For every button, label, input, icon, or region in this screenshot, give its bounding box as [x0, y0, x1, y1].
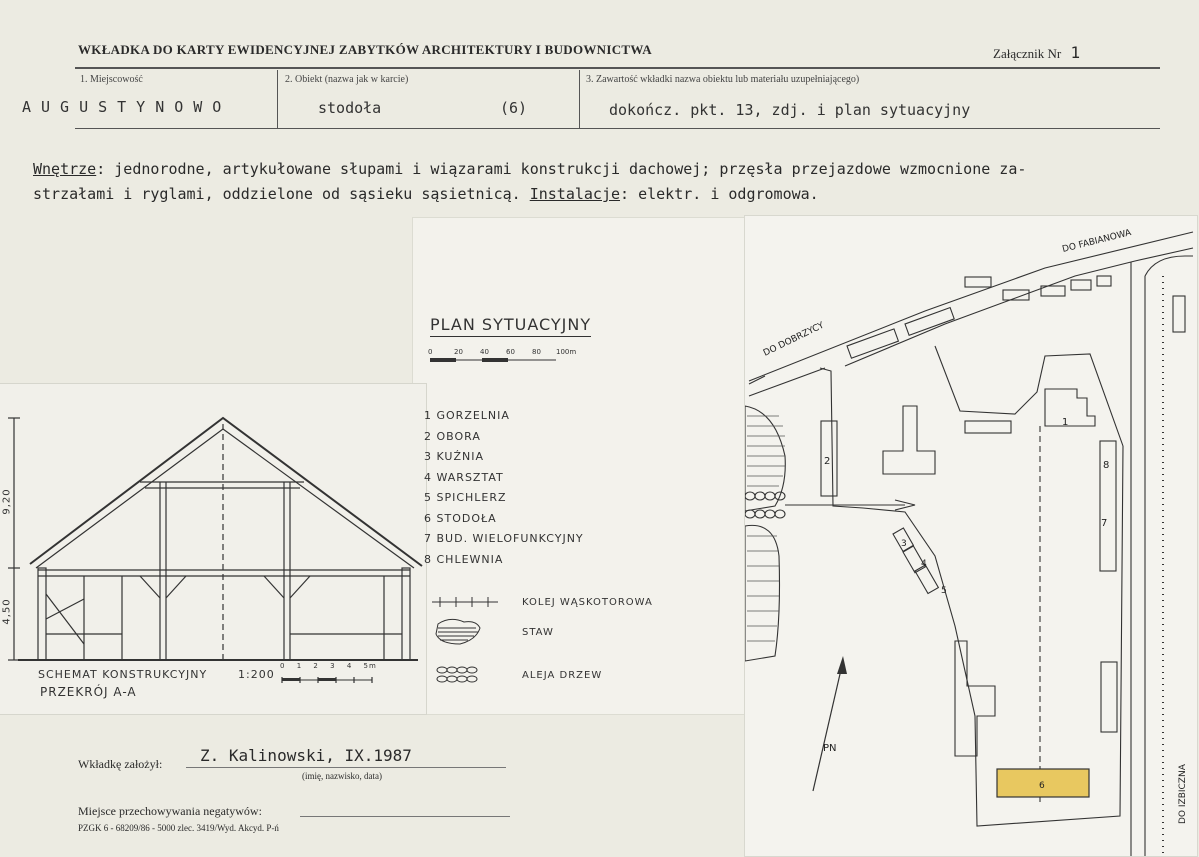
- road-dobrzycy-label: DO DOBRZYCY: [761, 320, 826, 359]
- interior-heading: Wnętrze: [33, 160, 97, 178]
- section-scale-label: 1:200: [238, 668, 275, 681]
- installations-heading: Instalacje: [529, 185, 621, 203]
- plan-title: PLAN SYTUACYJNY: [430, 315, 591, 337]
- section-tick: 5m: [363, 662, 377, 670]
- body-line-2: [33, 185, 819, 203]
- field-3-label: 3. Zawartość wkładki nazwa obiektu lub materiału uzupełniającego): [586, 74, 860, 85]
- section-caption: SCHEMAT KONSTRUKCYJNY: [38, 668, 208, 681]
- header-rule-top: [75, 67, 1160, 69]
- author-line: [186, 767, 506, 768]
- legend-item: 5 SPICHLERZ: [424, 491, 507, 504]
- section-scale-ticks: [280, 662, 377, 670]
- header-rule-bottom: [75, 128, 1160, 129]
- dimension-lower: 4,50: [1, 598, 13, 625]
- symbol-tree-alley: ALEJA DRZEW: [522, 670, 603, 681]
- plan-scale-tick: 0: [428, 348, 433, 356]
- attachment-number: 1: [1070, 43, 1081, 62]
- building-5-label: 5: [941, 586, 947, 596]
- plan-scale-tick: 20: [454, 348, 463, 356]
- road-fabianowa-label: DO FABIANOWA: [1061, 228, 1133, 255]
- building-2-label: 2: [824, 456, 831, 467]
- field-1-label: 1. Miejscowość: [80, 74, 143, 85]
- plan-scale-tick: 40: [480, 348, 489, 356]
- field-2-number: (6): [500, 99, 528, 117]
- storage-line: [300, 816, 510, 817]
- road-izbiczna-label: DO IZBICZNA: [1178, 764, 1188, 824]
- field-divider-1: [277, 70, 278, 128]
- building-8-label: 8: [1103, 460, 1110, 471]
- symbol-railway: KOLEJ WĄSKOTOROWA: [522, 597, 653, 608]
- attachment-label-text: Załącznik Nr: [993, 46, 1062, 61]
- legend-list: [424, 406, 584, 570]
- section-tick: 4: [346, 662, 353, 670]
- field-3-value: dokończ. pkt. 13, zdj. i plan sytuacyjny: [609, 101, 971, 119]
- interior-text-cont: strzałami i ryglami, oddzielone od sąsieku sąsietnicą.: [33, 185, 530, 203]
- building-3-label: 3: [901, 539, 907, 549]
- plan-scale-bar: [426, 344, 576, 368]
- field-2-value: stodoła: [318, 99, 382, 117]
- legend-item: 4 WARSZTAT: [424, 470, 504, 484]
- section-tick: 3: [330, 662, 336, 670]
- legend-item: 6 STODOŁA: [424, 511, 497, 525]
- symbol-pond: STAW: [522, 627, 554, 638]
- storage-label: Miejsce przechowywania negatywów:: [78, 804, 262, 818]
- attachment-label: [993, 43, 1080, 62]
- print-code: PZGK 6 - 68209/86 - 5000 zlec. 3419/Wyd. Akcyd. P-ń: [78, 823, 279, 833]
- building-7-label: 7: [1101, 518, 1108, 529]
- form-title: WKŁADKA DO KARTY EWIDENCYJNEJ ZABYTKÓW ARCHITEKTURY I BUDOWNICTWA: [78, 42, 652, 57]
- author-value: Z. Kalinowski, IX.1987: [200, 746, 412, 765]
- plan-scale-tick: 60: [506, 348, 515, 356]
- author-label: Wkładkę założył:: [78, 757, 163, 771]
- site-map: [745, 216, 1197, 856]
- plan-scale-tick: 100m: [556, 348, 576, 356]
- body-line-1: [33, 160, 1026, 178]
- building-6-label: 6: [1039, 781, 1045, 791]
- section-subcaption: PRZEKRÓJ A-A: [40, 685, 137, 699]
- legend-item: 7 BUD. WIELOFUNKCYJNY: [424, 532, 584, 545]
- section-tick: 0: [280, 662, 286, 670]
- section-tick: 2: [313, 662, 319, 670]
- legend-item: 8 CHLEWNIA: [424, 552, 504, 566]
- plan-scale-tick: 80: [532, 348, 541, 356]
- field-divider-2: [579, 70, 580, 128]
- legend-item: 3 KUŹNIA: [424, 450, 484, 463]
- interior-text: : jednorodne, artykułowane słupami i wiązarami konstrukcji dachowej; przęsła przejazdowe wzmocnione za-: [96, 160, 1027, 178]
- north-label: PN: [823, 743, 837, 754]
- field-2-label: 2. Obiekt (nazwa jak w karcie): [285, 74, 409, 85]
- field-1-value: AUGUSTYNOWO: [22, 98, 232, 116]
- legend-symbols: [430, 590, 510, 690]
- building-1-label: 1: [1062, 417, 1069, 428]
- dimension-upper: 9,20: [1, 488, 13, 515]
- author-hint: (imię, nazwisko, data): [302, 771, 382, 781]
- legend-item: 1 GORZELNIA: [424, 409, 510, 422]
- installations-text: : elektr. i odgromowa.: [620, 185, 819, 203]
- building-4-label: 4: [921, 559, 927, 569]
- legend-item: 2 OBORA: [424, 429, 481, 443]
- section-tick: 1: [296, 662, 303, 670]
